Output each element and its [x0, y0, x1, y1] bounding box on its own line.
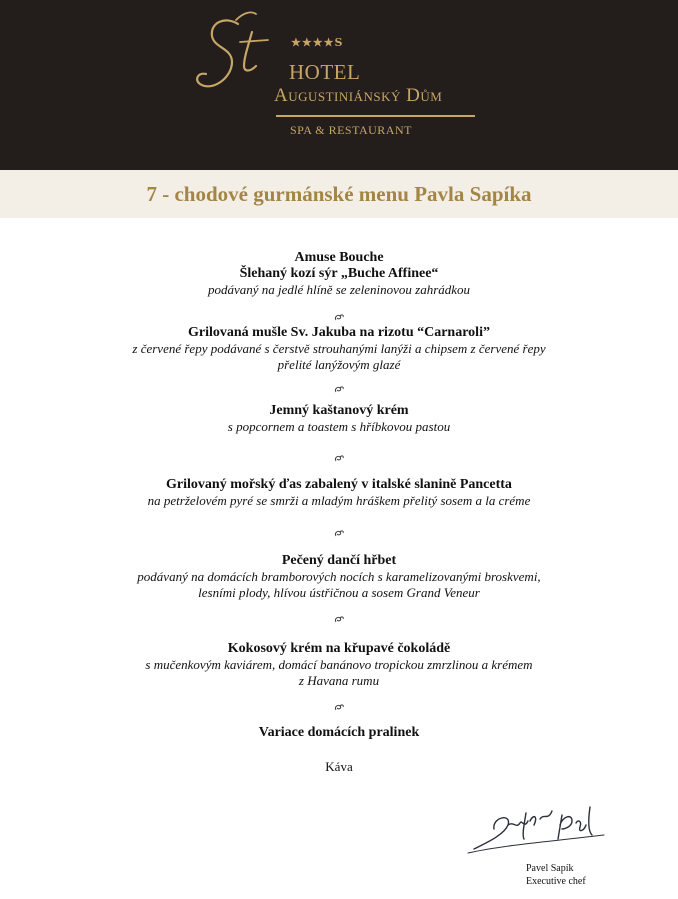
course-name: Variace domácích pralinek: [258, 725, 420, 740]
coffee-item: Káva: [325, 759, 353, 774]
ornament-icon: [333, 452, 345, 464]
ornament-icon: [333, 383, 345, 395]
course-name: Šlehaný kozí sýr „Buche Affinee“: [239, 266, 439, 281]
course-name: Kokosový krém na křupavé čokoládě: [227, 641, 451, 656]
course-description: podávaný na domácích bramborových nocích s karamelizovanými broskvemi,: [137, 569, 541, 584]
course-description: podávaný na jedlé hlíně se zeleninovou zahrádkou: [207, 282, 471, 297]
course-item: [0, 320, 678, 371]
course-description: z Havana rumu: [298, 673, 380, 688]
course-item: [0, 719, 678, 755]
course-item: [0, 545, 678, 601]
chef-name: Pavel Sapík: [526, 863, 574, 874]
menu-title: 7 - chodové gurmánské menu Pavla Sapíka: [146, 182, 532, 206]
course-item: [0, 399, 678, 435]
hotel-header: [0, 0, 678, 170]
hotel-name: Augustiniánský Dům: [274, 85, 443, 106]
course-name: Amuse Bouche: [294, 250, 384, 265]
course-item: [0, 471, 678, 511]
course-description: z červené řepy podávané s čerstvě strouhanými lanýži a chipsem z červené řepy: [132, 341, 546, 356]
separator: [0, 689, 678, 719]
menu-courses: [0, 250, 678, 775]
star-rating: ★★★★S: [291, 36, 344, 49]
separator: [0, 435, 678, 471]
course-description: lesními plody, hlívou ústřičnou a sosem Grand Veneur: [198, 585, 480, 600]
ornament-icon: [333, 527, 345, 539]
course-item: [0, 755, 678, 775]
hotel-label: HOTEL: [289, 60, 361, 84]
chef-title: Executive chef: [526, 876, 586, 887]
hotel-subtitle: SPA & RESTAURANT: [290, 123, 412, 137]
course-description: na petrželovém pyré se smrži a mladým hráškem přelitý sosem a la créme: [147, 493, 531, 508]
course-description: s popcornem a toastem s hříbkovou pastou: [227, 419, 451, 434]
course-description: s mučenkovým kaviárem, domácí banánovo tropickou zmrzlinou a krémem: [145, 657, 533, 672]
course-name: Grilovaná mušle Sv. Jakuba na rizotu “Carnaroli”: [188, 325, 490, 340]
separator: [0, 371, 678, 399]
ornament-icon: [333, 701, 345, 713]
separator: [0, 511, 678, 545]
course-name: Pečený dančí hřbet: [281, 553, 397, 568]
separator: [0, 601, 678, 635]
handwritten-signature: [464, 795, 614, 857]
ornament-icon: [333, 613, 345, 625]
course-name: Grilovaný mořský ďas zabalený v italské slanině Pancetta: [166, 477, 512, 492]
course-description: přelité lanýžovým glazé: [277, 357, 401, 372]
course-item: [0, 250, 678, 297]
header-divider: [276, 115, 475, 117]
course-item: [0, 635, 678, 689]
chef-signature-block: [526, 862, 586, 888]
st-monogram-logo: [186, 2, 286, 98]
course-name: Jemný kaštanový krém: [269, 403, 409, 418]
